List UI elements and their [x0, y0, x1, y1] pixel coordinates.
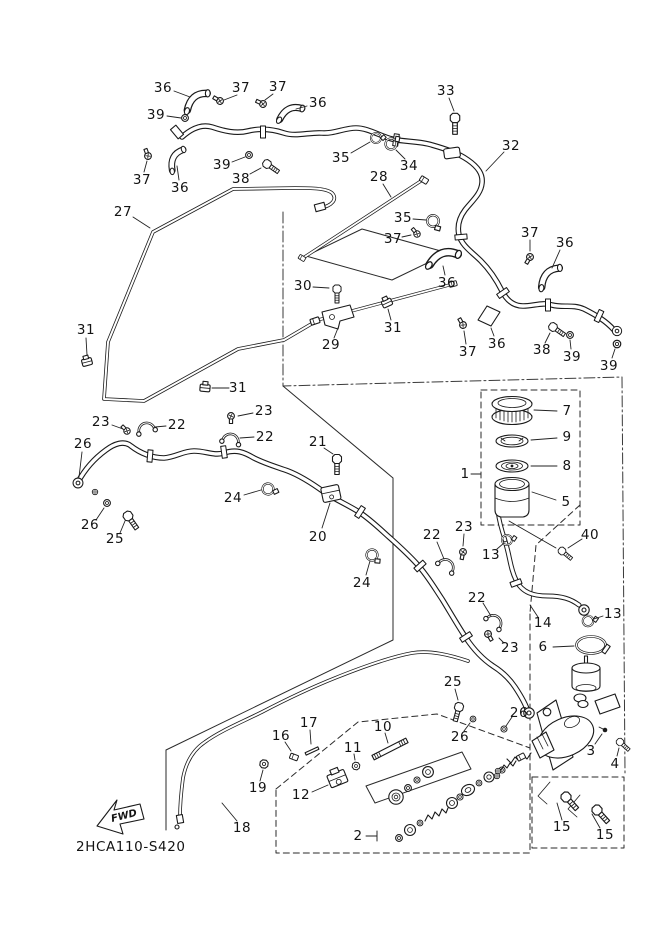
- callout-31: 31: [383, 320, 403, 336]
- union-bolt-25: [451, 702, 464, 723]
- callout-31: 31: [76, 322, 96, 338]
- callout-39: 39: [562, 349, 582, 365]
- leader-line: [595, 734, 602, 744]
- callout-26: 26: [80, 517, 100, 533]
- pin-17: [305, 747, 319, 755]
- callout-13: 13: [603, 606, 623, 622]
- clip-31: [380, 295, 393, 308]
- leader-line: [86, 338, 87, 355]
- clamp-24: [260, 481, 280, 500]
- bolt-30: [333, 285, 341, 303]
- callout-26: 26: [450, 729, 470, 745]
- callout-22: 22: [422, 527, 442, 543]
- leader-line: [322, 503, 330, 528]
- leader-line: [238, 413, 253, 416]
- callout-17: 17: [299, 715, 319, 731]
- callout-32: 32: [501, 138, 521, 154]
- callout-14: 14: [533, 615, 553, 631]
- callout-36: 36: [153, 80, 173, 96]
- hose-joints: [147, 126, 604, 642]
- callout-6: 6: [538, 639, 548, 655]
- screw-23: [483, 629, 494, 642]
- callout-22: 22: [255, 429, 275, 445]
- hose-joint: [221, 446, 228, 459]
- bolt-33: [450, 113, 459, 134]
- leader-line: [612, 349, 615, 358]
- clamp-screw-37: [523, 252, 534, 265]
- joint-hose-36: [181, 89, 214, 116]
- screw-23: [120, 424, 132, 436]
- check-ball-3: [603, 728, 608, 733]
- hose-holder-34: [443, 147, 460, 159]
- union-bolt-25: [122, 510, 141, 532]
- reservoir-cap-7: [492, 397, 532, 425]
- washer-26: [104, 500, 111, 507]
- diaphragm-8: [496, 460, 528, 472]
- bolt-bracket-lines: [538, 782, 580, 817]
- union-bolt-38: [261, 158, 280, 175]
- clip-31: [200, 381, 211, 392]
- bracket-36: [478, 306, 500, 326]
- leader-line: [464, 331, 466, 344]
- fwd-arrow-icon: [97, 800, 144, 834]
- screw-23: [228, 413, 235, 424]
- banjo-eyelet: [73, 478, 83, 488]
- pipe-holder-29: [322, 305, 354, 329]
- callout-7: 7: [562, 403, 572, 419]
- leader-line: [312, 785, 328, 792]
- callout-39: 39: [146, 107, 166, 123]
- clamp-22: [219, 432, 242, 447]
- spring-3: [599, 727, 603, 729]
- callout-24: 24: [352, 575, 372, 591]
- leader-line: [463, 534, 464, 546]
- callout-24: 24: [223, 490, 243, 506]
- leader-line: [351, 142, 370, 153]
- callout-39: 39: [212, 157, 232, 173]
- callout-36: 36: [437, 275, 457, 291]
- main-hose-20: [78, 443, 528, 712]
- callout-37: 37: [520, 225, 540, 241]
- clamp-screw-37: [142, 148, 152, 161]
- band-clamp-6: [577, 637, 611, 654]
- union-bolt-38: [547, 321, 566, 338]
- callout-37: 37: [231, 80, 251, 96]
- callout-35: 35: [393, 210, 413, 226]
- callout-34: 34: [399, 158, 419, 174]
- callout-22: 22: [467, 590, 487, 606]
- leader-line: [174, 91, 190, 97]
- leader-line: [402, 235, 411, 237]
- hose-clamp-13: [582, 614, 599, 628]
- washer-39: [246, 152, 253, 159]
- leader-line: [617, 748, 619, 756]
- clevis-12: [325, 766, 348, 789]
- callout-33: 33: [436, 83, 456, 99]
- callout-36: 36: [170, 180, 190, 196]
- leader-line: [310, 730, 311, 744]
- callout-30: 30: [293, 278, 313, 294]
- clamp-screw-37: [212, 94, 225, 105]
- leader-line: [155, 426, 166, 427]
- main-hose-20-core: [78, 443, 528, 712]
- washer-26: [92, 489, 97, 494]
- bolt-21: [333, 455, 342, 475]
- callout-23: 23: [91, 414, 111, 430]
- clamp-22: [435, 555, 459, 576]
- leader-line: [491, 328, 494, 336]
- callout-37: 37: [132, 172, 152, 188]
- callout-16: 16: [271, 728, 291, 744]
- drawing-code: 2HCA110-S420: [76, 839, 186, 855]
- callout-12: 12: [291, 787, 311, 803]
- joint-hose-36: [533, 263, 568, 293]
- rear-pipe-18: [180, 652, 468, 817]
- reservoir-body-5: [495, 478, 529, 518]
- leader-line: [177, 166, 179, 180]
- fitting-16: [289, 753, 298, 761]
- leader-line: [534, 410, 557, 411]
- clamp-22: [483, 610, 507, 632]
- leader-line: [232, 157, 245, 162]
- callout-3: 3: [586, 743, 596, 759]
- washer-39: [567, 332, 574, 339]
- leader-line: [167, 116, 181, 118]
- washer-39: [182, 115, 189, 122]
- leader-line: [443, 266, 445, 275]
- leader-line: [144, 161, 147, 172]
- leader-line: [240, 437, 254, 438]
- callout-15: 15: [552, 819, 572, 835]
- callout-11: 11: [343, 740, 363, 756]
- screw-23: [458, 548, 467, 560]
- leader-line: [532, 492, 556, 500]
- leader-line: [133, 217, 150, 228]
- callout-26: 26: [509, 705, 529, 721]
- clamp-screw-37: [456, 317, 467, 330]
- clamp-24: [365, 548, 381, 567]
- callout-15: 15: [595, 827, 615, 843]
- hose-joint: [546, 299, 551, 311]
- leader-line: [531, 438, 557, 440]
- pipe-27: [104, 188, 334, 401]
- leader-line: [449, 98, 454, 111]
- callout-20: 20: [308, 529, 328, 545]
- leader-line: [568, 539, 582, 548]
- leader-line: [486, 152, 504, 171]
- washer-26: [501, 726, 507, 732]
- callout-10: 10: [373, 719, 393, 735]
- callout-labels: [74, 79, 622, 844]
- leader-line: [570, 340, 571, 349]
- reservoir-cup: [572, 656, 600, 708]
- leader-line: [413, 219, 426, 220]
- callout-37: 37: [268, 79, 288, 95]
- mount-bolt-15: [590, 803, 611, 825]
- callout-5: 5: [561, 494, 571, 510]
- clip-31: [80, 354, 92, 366]
- clamp-screw-37: [410, 226, 422, 238]
- callout-23: 23: [254, 403, 274, 419]
- pipe-fitting: [314, 202, 325, 211]
- leader-line: [244, 490, 261, 495]
- callout-27: 27: [113, 204, 133, 220]
- fwd-label: FWD: [110, 807, 139, 825]
- joint-hose-36: [275, 102, 305, 127]
- callout-31: 31: [228, 380, 248, 396]
- rear-pipe-18-core: [180, 652, 468, 817]
- callout-25: 25: [105, 531, 125, 547]
- callout-39: 39: [599, 358, 619, 374]
- callout-23: 23: [500, 640, 520, 656]
- leader-line: [455, 689, 458, 700]
- leader-line: [383, 184, 391, 197]
- hose-joint: [455, 234, 467, 240]
- callout-13: 13: [481, 547, 501, 563]
- callout-26: 26: [73, 436, 93, 452]
- callout-23: 23: [454, 519, 474, 535]
- callout-38: 38: [532, 342, 552, 358]
- joint-hose-36: [424, 244, 463, 277]
- mount-bolt-15: [559, 790, 580, 812]
- leader-line: [557, 803, 562, 820]
- callout-37: 37: [458, 344, 478, 360]
- piston-kit-parts: [396, 753, 526, 842]
- screw-4: [615, 737, 631, 753]
- callout-35: 35: [331, 150, 351, 166]
- callout-37: 37: [383, 231, 403, 247]
- pipe-fitting: [310, 317, 320, 325]
- leader-line: [222, 803, 237, 821]
- callout-25: 25: [443, 674, 463, 690]
- callout-40: 40: [580, 527, 600, 543]
- callout-28: 28: [369, 169, 389, 185]
- pipe-18-end: [175, 815, 184, 829]
- leader-line: [250, 168, 261, 174]
- nut-19: [259, 759, 268, 768]
- pipe-tip: [175, 825, 179, 829]
- washer-39: [613, 340, 620, 347]
- leader-lines: [76, 91, 619, 836]
- callout-9: 9: [562, 429, 572, 445]
- banjo-fitting: [612, 326, 621, 335]
- cut-plane-parallelogram: [306, 229, 448, 280]
- callout-8: 8: [562, 458, 572, 474]
- callout-4: 4: [610, 756, 620, 772]
- diaphragm-plate-9: [496, 435, 528, 447]
- pipe-27-core: [104, 188, 334, 401]
- callout-36: 36: [555, 235, 575, 251]
- callout-38: 38: [231, 171, 251, 187]
- hose-joint: [261, 126, 266, 138]
- nut-11: [352, 762, 360, 770]
- screw-40: [557, 546, 574, 562]
- clamp-35: [426, 214, 441, 233]
- hose-14-eyelet: [579, 605, 589, 615]
- callout-2: 2: [353, 828, 363, 844]
- callout-22: 22: [167, 417, 187, 433]
- clamp-22: [134, 420, 158, 436]
- hose-holder-20: [321, 484, 342, 502]
- callout-29: 29: [321, 337, 341, 353]
- callout-36: 36: [308, 95, 328, 111]
- leader-line: [553, 646, 574, 647]
- reservoir-assembly: [492, 397, 589, 616]
- callout-19: 19: [248, 780, 268, 796]
- leader-line: [366, 561, 370, 575]
- pushrod-parts: [389, 767, 434, 805]
- callout-1: 1: [460, 466, 470, 482]
- hose-joint: [147, 450, 153, 462]
- washer-26: [470, 716, 476, 722]
- leader-line: [437, 542, 444, 559]
- reservoir-hose-14-core: [505, 541, 579, 605]
- leader-line: [388, 309, 391, 320]
- pipe-end-fitting: [176, 815, 183, 824]
- pushrod-10: [372, 738, 408, 760]
- callout-21: 21: [308, 434, 328, 450]
- leader-line: [313, 287, 329, 288]
- rebuild-kit-detail-box: [276, 714, 530, 853]
- callout-36: 36: [487, 336, 507, 352]
- callout-18: 18: [232, 820, 252, 836]
